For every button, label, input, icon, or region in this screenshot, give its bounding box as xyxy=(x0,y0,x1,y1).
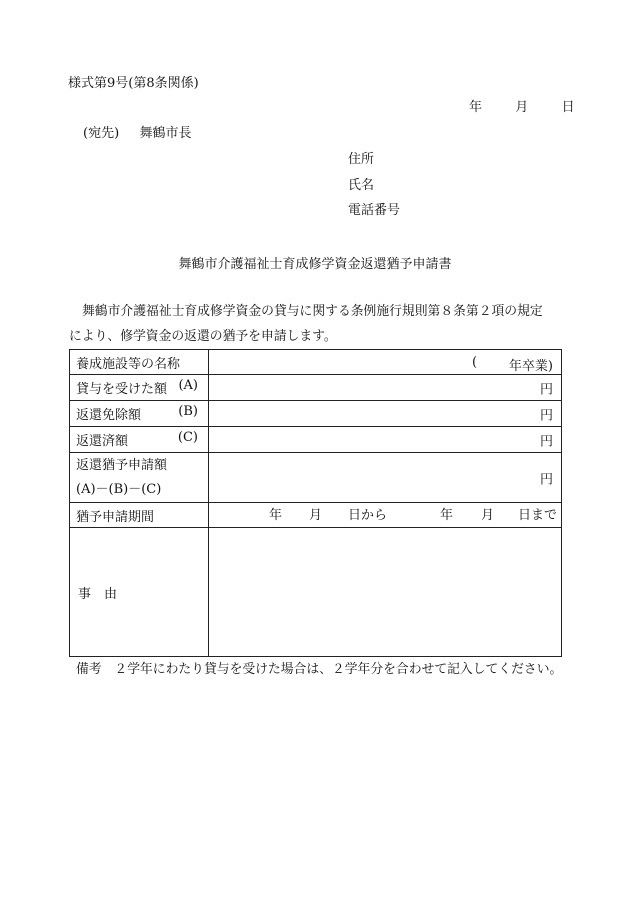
repaid-label-cell xyxy=(70,427,209,453)
exemption-unit: 円 xyxy=(539,408,553,423)
body-text-line2: により、修学資金の返還の猶予を申請します。 xyxy=(69,329,337,344)
row-loan-amount xyxy=(70,375,562,401)
date-line xyxy=(469,101,575,114)
date-month: 月 xyxy=(515,100,529,115)
exemption-label: 返還免除額 xyxy=(76,408,142,423)
remarks: 備考 ２学年にわたり貸与を受けた場合は、２学年分を合わせて記入してください。 xyxy=(76,662,563,677)
period-to-year: 年 xyxy=(440,508,454,523)
exemption-mark: (B) xyxy=(178,404,198,419)
deferral-amount-unit: 円 xyxy=(539,472,553,487)
row-repaid-amount xyxy=(70,427,562,453)
repaid-unit: 円 xyxy=(539,434,553,449)
period-from-year: 年 xyxy=(269,508,283,523)
period-to-day: 日まで xyxy=(518,508,558,523)
repaid-value-cell[interactable] xyxy=(209,427,562,453)
deferral-period-value-cell[interactable] xyxy=(209,503,562,528)
loan-amount-label-cell xyxy=(70,375,209,401)
document-title: 舞鶴市介護福祉士育成修学資金返還猶予申請書 xyxy=(178,257,452,272)
applicant-name-label: 氏名 xyxy=(348,178,375,193)
applicant-phone-label: 電話番号 xyxy=(348,203,401,218)
deferral-period-label: 猶予申請期間 xyxy=(70,503,209,528)
reason-label: 事 由 xyxy=(70,528,209,657)
row-reason xyxy=(70,528,562,657)
addressee-prefix: (宛先) xyxy=(83,126,120,141)
deferral-amount-formula: (A)－(B)－(C) xyxy=(76,481,162,497)
exemption-value-cell[interactable] xyxy=(209,401,562,427)
deferral-amount-value-cell[interactable] xyxy=(209,453,562,503)
row-facility xyxy=(70,350,562,375)
form-number: 様式第9号(第8条関係) xyxy=(68,76,199,91)
period-to-month: 月 xyxy=(481,508,495,523)
loan-amount-value-cell[interactable] xyxy=(209,375,562,401)
period-from-day: 日から xyxy=(348,508,388,523)
application-table xyxy=(69,349,562,657)
reason-value-cell[interactable] xyxy=(209,528,562,657)
row-deferral-period xyxy=(70,503,562,528)
addressee-name: 舞鶴市長 xyxy=(139,126,192,141)
facility-label: 養成施設等の名称 xyxy=(70,350,209,375)
facility-value-cell[interactable] xyxy=(209,350,562,375)
applicant-address-label: 住所 xyxy=(348,152,375,167)
graduation-year-label: 年卒業) xyxy=(508,359,553,374)
loan-amount-mark: (A) xyxy=(178,378,198,393)
repaid-label: 返還済額 xyxy=(76,434,129,449)
loan-amount-label: 貸与を受けた額 xyxy=(76,382,168,397)
repaid-mark: (C) xyxy=(177,430,198,445)
date-year: 年 xyxy=(469,100,483,115)
exemption-label-cell xyxy=(70,401,209,427)
body-text-line1: 舞鶴市介護福祉士育成修学資金の貸与に関する条例施行規則第８条第２項の規定 xyxy=(82,304,543,319)
period-from-month: 月 xyxy=(309,508,323,523)
loan-amount-unit: 円 xyxy=(539,382,553,397)
deferral-amount-label: 返還猶予申請額 xyxy=(76,457,168,473)
row-deferral-amount xyxy=(70,453,562,503)
date-day: 日 xyxy=(561,100,575,115)
facility-paren-open: ( xyxy=(472,355,478,370)
deferral-amount-label-cell xyxy=(70,453,209,503)
row-exemption-amount xyxy=(70,401,562,427)
addressee xyxy=(83,127,191,140)
